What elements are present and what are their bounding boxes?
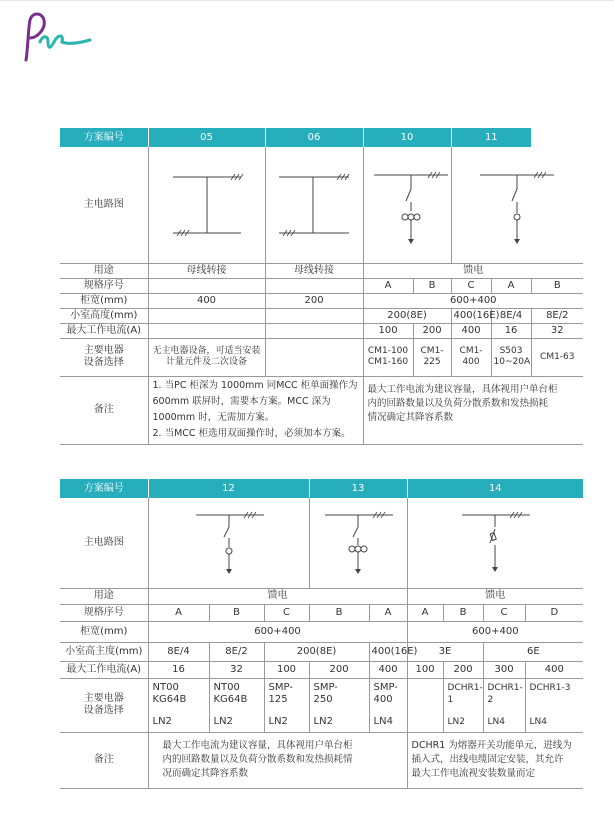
- use-10-11: 馈电: [363, 263, 583, 278]
- model-12-a: A: [148, 604, 209, 621]
- note-14: DCHR1 为熔器开关功能单元，进线为 插入式，出线电缆固定安装，其允许 最大工作电流视安装数量而定: [407, 732, 583, 788]
- equipment-14-b: DCHR1-1 LN2: [443, 678, 483, 732]
- row-label-width: 柜宽(mm): [60, 293, 148, 308]
- header-scheme-05: 05: [148, 128, 265, 147]
- circuit-diagram-13: [309, 498, 407, 588]
- model-12-b: B: [209, 604, 264, 621]
- model-10-b: B: [413, 278, 451, 293]
- row-label-use: 用途: [60, 588, 148, 604]
- model-11-a: A: [491, 278, 531, 293]
- scheme-table-2: [60, 479, 583, 789]
- scheme-table-1: [60, 128, 583, 445]
- row-label-current: 最大工作电流(A): [60, 323, 148, 338]
- row-label-note: 备注: [60, 376, 148, 444]
- circuit-diagram-14: [407, 498, 583, 588]
- model-14-b: B: [443, 604, 483, 621]
- room-06: [265, 308, 363, 323]
- width-12-13: 600+400: [148, 621, 407, 642]
- current-13-b: 200: [309, 661, 369, 678]
- header-scheme-12: 12: [148, 479, 309, 498]
- current-12-a: 16: [148, 661, 209, 678]
- circuit-diagram-11: [451, 147, 583, 263]
- current-10-b: 200: [413, 323, 451, 338]
- equipment-11-b: CM1-63: [531, 338, 583, 376]
- room-12-a: 8E/4: [148, 642, 209, 661]
- current-14-c: 300: [483, 661, 525, 678]
- use-05: 母线转接: [148, 263, 265, 278]
- header-scheme-06: 06: [265, 128, 363, 147]
- circuit-diagram-12: [148, 498, 309, 588]
- equipment-row: [60, 338, 583, 376]
- room-11-b: 8E/2: [531, 308, 583, 323]
- equipment-06: [265, 338, 363, 376]
- note-12-13: 最大工作电流为建议容量，具体视用户单台柜 内的回路数量以及负荷分散系数和发热损耗情 况而确定其降容系数: [148, 732, 407, 788]
- room-14-cd: 6E: [483, 642, 583, 661]
- use-12-13: 馈电: [148, 588, 407, 604]
- current-14-a: 100: [407, 661, 443, 678]
- equipment-12-a: NT00 KG64B LN2: [148, 678, 209, 732]
- row-label-current: 最大工作电流(A): [60, 661, 148, 678]
- model-11-b: B: [531, 278, 583, 293]
- room-13-a: 400(16E): [369, 642, 407, 661]
- row-label-note: 备注: [60, 732, 148, 788]
- top-divider: [0, 0, 614, 1]
- width-row: [60, 293, 583, 308]
- equipment-11-a: S503 10~20A: [491, 338, 531, 376]
- note-row: [60, 376, 583, 444]
- width-06: 200: [265, 293, 363, 308]
- header-scheme-label: 方案编号: [60, 479, 148, 498]
- room-12-b: 8E/2: [209, 642, 264, 661]
- circuit-row: [60, 147, 583, 263]
- row-label-model: 规格序号: [60, 604, 148, 621]
- room-10-ab: 200(8E): [363, 308, 451, 323]
- room-row: [60, 308, 583, 323]
- current-12-b: 32: [209, 661, 264, 678]
- note-10-11: 最大工作电流为建议容量，具体视用户单台柜 内的回路数量以及负荷分散系数和发热损耗 情况确定其降容系数: [363, 376, 583, 444]
- header-scheme-10: 10: [363, 128, 451, 147]
- equipment-row: [60, 678, 583, 732]
- use-14: 馈电: [407, 588, 583, 604]
- circuit-diagram-06: [265, 147, 363, 263]
- header-scheme-14: 14: [407, 479, 583, 498]
- header-scheme-label: 方案编号: [60, 128, 148, 147]
- table-header-row: [60, 128, 583, 147]
- note-05-06: 1. 当PC 柜深为 1000mm 同MCC 柜单面操作为 600mm 联屏时，需要本方案。MCC 深为 1000mm 时，无需加方案。 2. 当MCC 柜选用双面操作时，必须加本方案。: [148, 376, 363, 444]
- current-05: [148, 323, 265, 338]
- equipment-10-c: CM1-400: [451, 338, 491, 376]
- circuit-diagram-10: [363, 147, 451, 263]
- equipment-05: 无主电器设备，可适当安装计量元件及二次设备: [148, 338, 265, 376]
- room-10-c: 400(16E): [451, 308, 491, 323]
- current-11-a: 16: [491, 323, 531, 338]
- brand-logo: [18, 8, 98, 68]
- note-row: [60, 732, 583, 788]
- room-05: [148, 308, 265, 323]
- model-14-a: A: [407, 604, 443, 621]
- current-row: [60, 661, 583, 678]
- equipment-13-a: SMP- 400 LN4: [369, 678, 407, 732]
- room-row: [60, 642, 583, 661]
- header-scheme-13: 13: [309, 479, 407, 498]
- circuit-diagram-05: [148, 147, 265, 263]
- current-14-d: 400: [525, 661, 583, 678]
- model-14-c: C: [483, 604, 525, 621]
- width-05: 400: [148, 293, 265, 308]
- row-label-model: 规格序号: [60, 278, 148, 293]
- current-06: [265, 323, 363, 338]
- room-12c-13b: 200(8E): [264, 642, 369, 661]
- model-10-c: C: [451, 278, 491, 293]
- equipment-14-a: [407, 678, 443, 732]
- equipment-13-b: SMP- 250 LN2: [309, 678, 369, 732]
- current-12-c: 100: [264, 661, 309, 678]
- use-row: [60, 588, 583, 604]
- current-10-c: 400: [451, 323, 491, 338]
- row-label-use: 用途: [60, 263, 148, 278]
- model-row: [60, 604, 583, 621]
- model-10-a: A: [363, 278, 413, 293]
- equipment-12-c: SMP- 125 LN2: [264, 678, 309, 732]
- current-row: [60, 323, 583, 338]
- model-14-d: D: [525, 604, 583, 621]
- room-11-a: 8E/4: [491, 308, 531, 323]
- row-label-equipment: 主要电器 设备选择: [60, 678, 148, 732]
- current-10-a: 100: [363, 323, 413, 338]
- room-14-ab: 3E: [407, 642, 483, 661]
- equipment-14-c: DCHR1-2 LN4: [483, 678, 525, 732]
- equipment-14-d: DCHR1-3 LN4: [525, 678, 583, 732]
- current-13-a: 400: [369, 661, 407, 678]
- current-14-b: 200: [443, 661, 483, 678]
- header-scheme-11: 11: [451, 128, 531, 147]
- model-06: [265, 278, 363, 293]
- use-06: 母线转接: [265, 263, 363, 278]
- row-label-room: 小室高度(mm): [60, 308, 148, 323]
- model-05: [148, 278, 265, 293]
- model-row: [60, 278, 583, 293]
- equipment-10-b: CM1-225: [413, 338, 451, 376]
- row-label-circuit: 主电路图: [60, 147, 148, 263]
- row-label-width: 柜宽(mm): [60, 621, 148, 642]
- circuit-row: [60, 498, 583, 588]
- equipment-10-a: CM1-100 CM1-160: [363, 338, 413, 376]
- model-13-b: B: [309, 604, 369, 621]
- row-label-circuit: 主电路图: [60, 498, 148, 588]
- use-row: [60, 263, 583, 278]
- current-11-b: 32: [531, 323, 583, 338]
- width-row: [60, 621, 583, 642]
- row-label-equipment: 主要电器 设备选择: [60, 338, 148, 376]
- model-12-c: C: [264, 604, 309, 621]
- model-13-a: A: [369, 604, 407, 621]
- table-header-row: [60, 479, 583, 498]
- width-10-11: 600+400: [363, 293, 583, 308]
- row-label-room: 小室高主度(mm): [60, 642, 148, 661]
- width-14: 600+400: [407, 621, 583, 642]
- equipment-12-b: NT00 KG64B LN2: [209, 678, 264, 732]
